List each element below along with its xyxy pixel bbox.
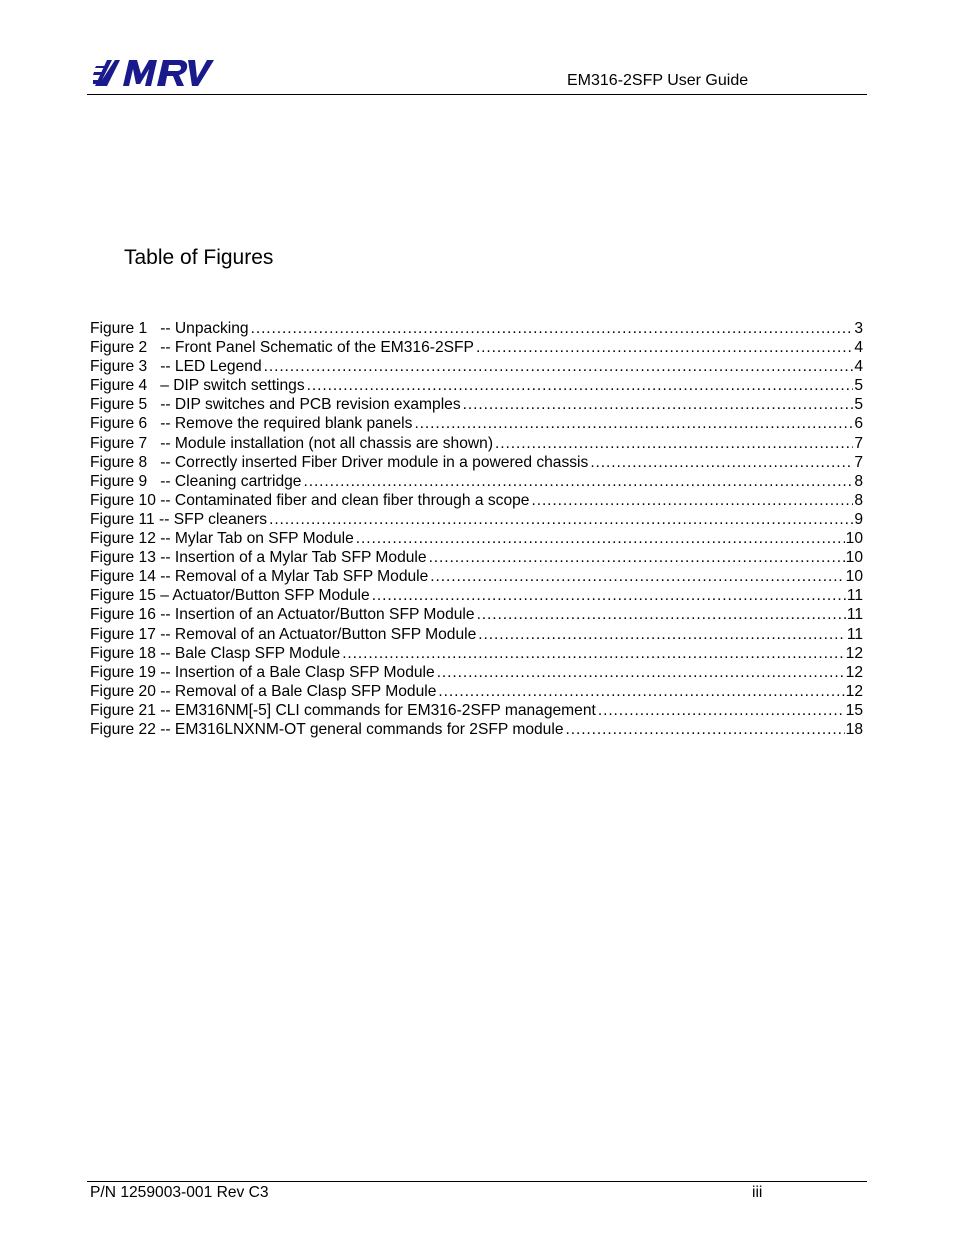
toc-entry[interactable] [90,510,863,529]
toc-entry[interactable] [90,472,863,491]
toc-entry[interactable] [90,605,863,624]
dot-leader [477,605,846,624]
toc-entry-label: Figure 14 -- Removal of a Mylar Tab SFP Module [90,568,429,586]
table-of-figures [90,319,863,739]
toc-entry-page: 4 [854,358,863,376]
toc-entry-label: Figure 21 -- EM316NM[-5] CLI commands for EM316-2SFP management [90,701,596,719]
toc-heading: Table of Figures [124,246,274,269]
toc-entry-label: Figure 3 -- LED Legend [90,358,262,376]
dot-leader [478,625,846,644]
toc-entry-page: 11 [846,587,863,605]
dot-leader [598,701,845,720]
dot-leader [566,720,845,739]
toc-entry-label: Figure 7 -- Module installation (not all chassis are shown) [90,434,494,452]
dot-leader [531,491,853,510]
toc-entry[interactable] [90,338,863,357]
toc-entry-label: Figure 15 – Actuator/Button SFP Module [90,587,370,605]
dot-leader [414,414,853,433]
document-title: EM316-2SFP User Guide [567,72,749,89]
dot-leader [438,682,844,701]
dot-leader [429,548,845,567]
toc-entry[interactable] [90,319,863,338]
toc-entry-page: 7 [854,453,863,471]
toc-entry-page: 18 [845,720,863,738]
toc-entry[interactable] [90,644,863,663]
footer-rule [87,1181,867,1182]
toc-entry-label: Figure 11 -- SFP cleaners [90,510,268,528]
toc-entry[interactable] [90,453,863,472]
toc-entry-page: 12 [845,682,863,700]
page-number: iii [752,1184,763,1201]
toc-entry[interactable] [90,682,863,701]
toc-entry[interactable] [90,586,863,605]
toc-entry-label: Figure 1 -- Unpacking [90,320,249,337]
toc-entry[interactable] [90,395,863,414]
toc-entry-page: 12 [845,663,863,681]
toc-entry-label: Figure 4 – DIP switch settings [90,377,305,395]
toc-entry-label: Figure 17 -- Removal of an Actuator/Button SFP Module [90,625,477,643]
toc-entry[interactable] [90,414,863,433]
dot-leader [590,453,853,472]
toc-entry-label: Figure 13 -- Insertion of a Mylar Tab SFP Module [90,549,427,567]
toc-entry[interactable] [90,625,863,644]
toc-entry-label: Figure 19 -- Insertion of a Bale Clasp SFP Module [90,663,435,681]
toc-entry-label: Figure 12 -- Mylar Tab on SFP Module [90,530,354,548]
part-number: P/N 1259003-001 Rev C3 [90,1184,269,1201]
dot-leader [307,376,854,395]
dot-leader [430,567,844,586]
toc-entry-label: Figure 2 -- Front Panel Schematic of the EM316-2SFP [90,339,474,357]
toc-entry-page: 15 [845,701,863,719]
toc-entry[interactable] [90,434,863,453]
toc-entry-label: Figure 20 -- Removal of a Bale Clasp SFP Module [90,682,437,700]
dot-leader [495,434,853,453]
toc-entry[interactable] [90,357,863,376]
dot-leader [463,395,854,414]
toc-entry[interactable] [90,529,863,548]
mrv-logo [93,58,215,88]
toc-entry-label: Figure 10 -- Contaminated fiber and clean fiber through a scope [90,491,530,509]
dot-leader [303,472,853,491]
toc-entry-page: 8 [854,491,863,509]
toc-entry-page: 8 [854,472,863,490]
toc-entry[interactable] [90,548,863,567]
toc-entry[interactable] [90,567,863,586]
toc-entry[interactable] [90,491,863,510]
dot-leader [251,319,854,338]
toc-entry-page: 4 [854,339,863,357]
toc-entry-page: 11 [846,606,863,624]
toc-entry-page: 6 [854,415,863,433]
dot-leader [372,586,846,605]
toc-entry[interactable] [90,720,863,739]
dot-leader [264,357,854,376]
toc-entry-page: 12 [845,644,863,662]
toc-entry-page: 5 [854,377,863,395]
toc-entry-label: Figure 18 -- Bale Clasp SFP Module [90,644,341,662]
toc-entry-page: 3 [854,320,863,337]
header-rule [87,94,867,95]
toc-entry-page: 11 [846,625,863,643]
toc-entry-page: 9 [854,510,863,528]
dot-leader [356,529,845,548]
toc-entry-label: Figure 9 -- Cleaning cartridge [90,472,302,490]
dot-leader [269,510,853,529]
toc-entry-label: Figure 22 -- EM316LNXNM-OT general commands for 2SFP module [90,720,564,738]
toc-entry-label: Figure 5 -- DIP switches and PCB revision examples [90,396,461,414]
toc-entry[interactable] [90,663,863,682]
toc-entry-page: 5 [854,396,863,414]
toc-entry[interactable] [90,376,863,395]
dot-leader [342,644,844,663]
dot-leader [476,338,853,357]
toc-entry-page: 10 [845,530,863,548]
toc-entry-page: 10 [845,568,863,586]
toc-entry-page: 7 [854,434,863,452]
toc-entry-label: Figure 16 -- Insertion of an Actuator/Button SFP Module [90,606,475,624]
toc-entry-page: 10 [845,549,863,567]
dot-leader [437,663,845,682]
toc-entry-label: Figure 8 -- Correctly inserted Fiber Driver module in a powered chassis [90,453,589,471]
toc-entry-label: Figure 6 -- Remove the required blank panels [90,415,413,433]
toc-entry[interactable] [90,701,863,720]
